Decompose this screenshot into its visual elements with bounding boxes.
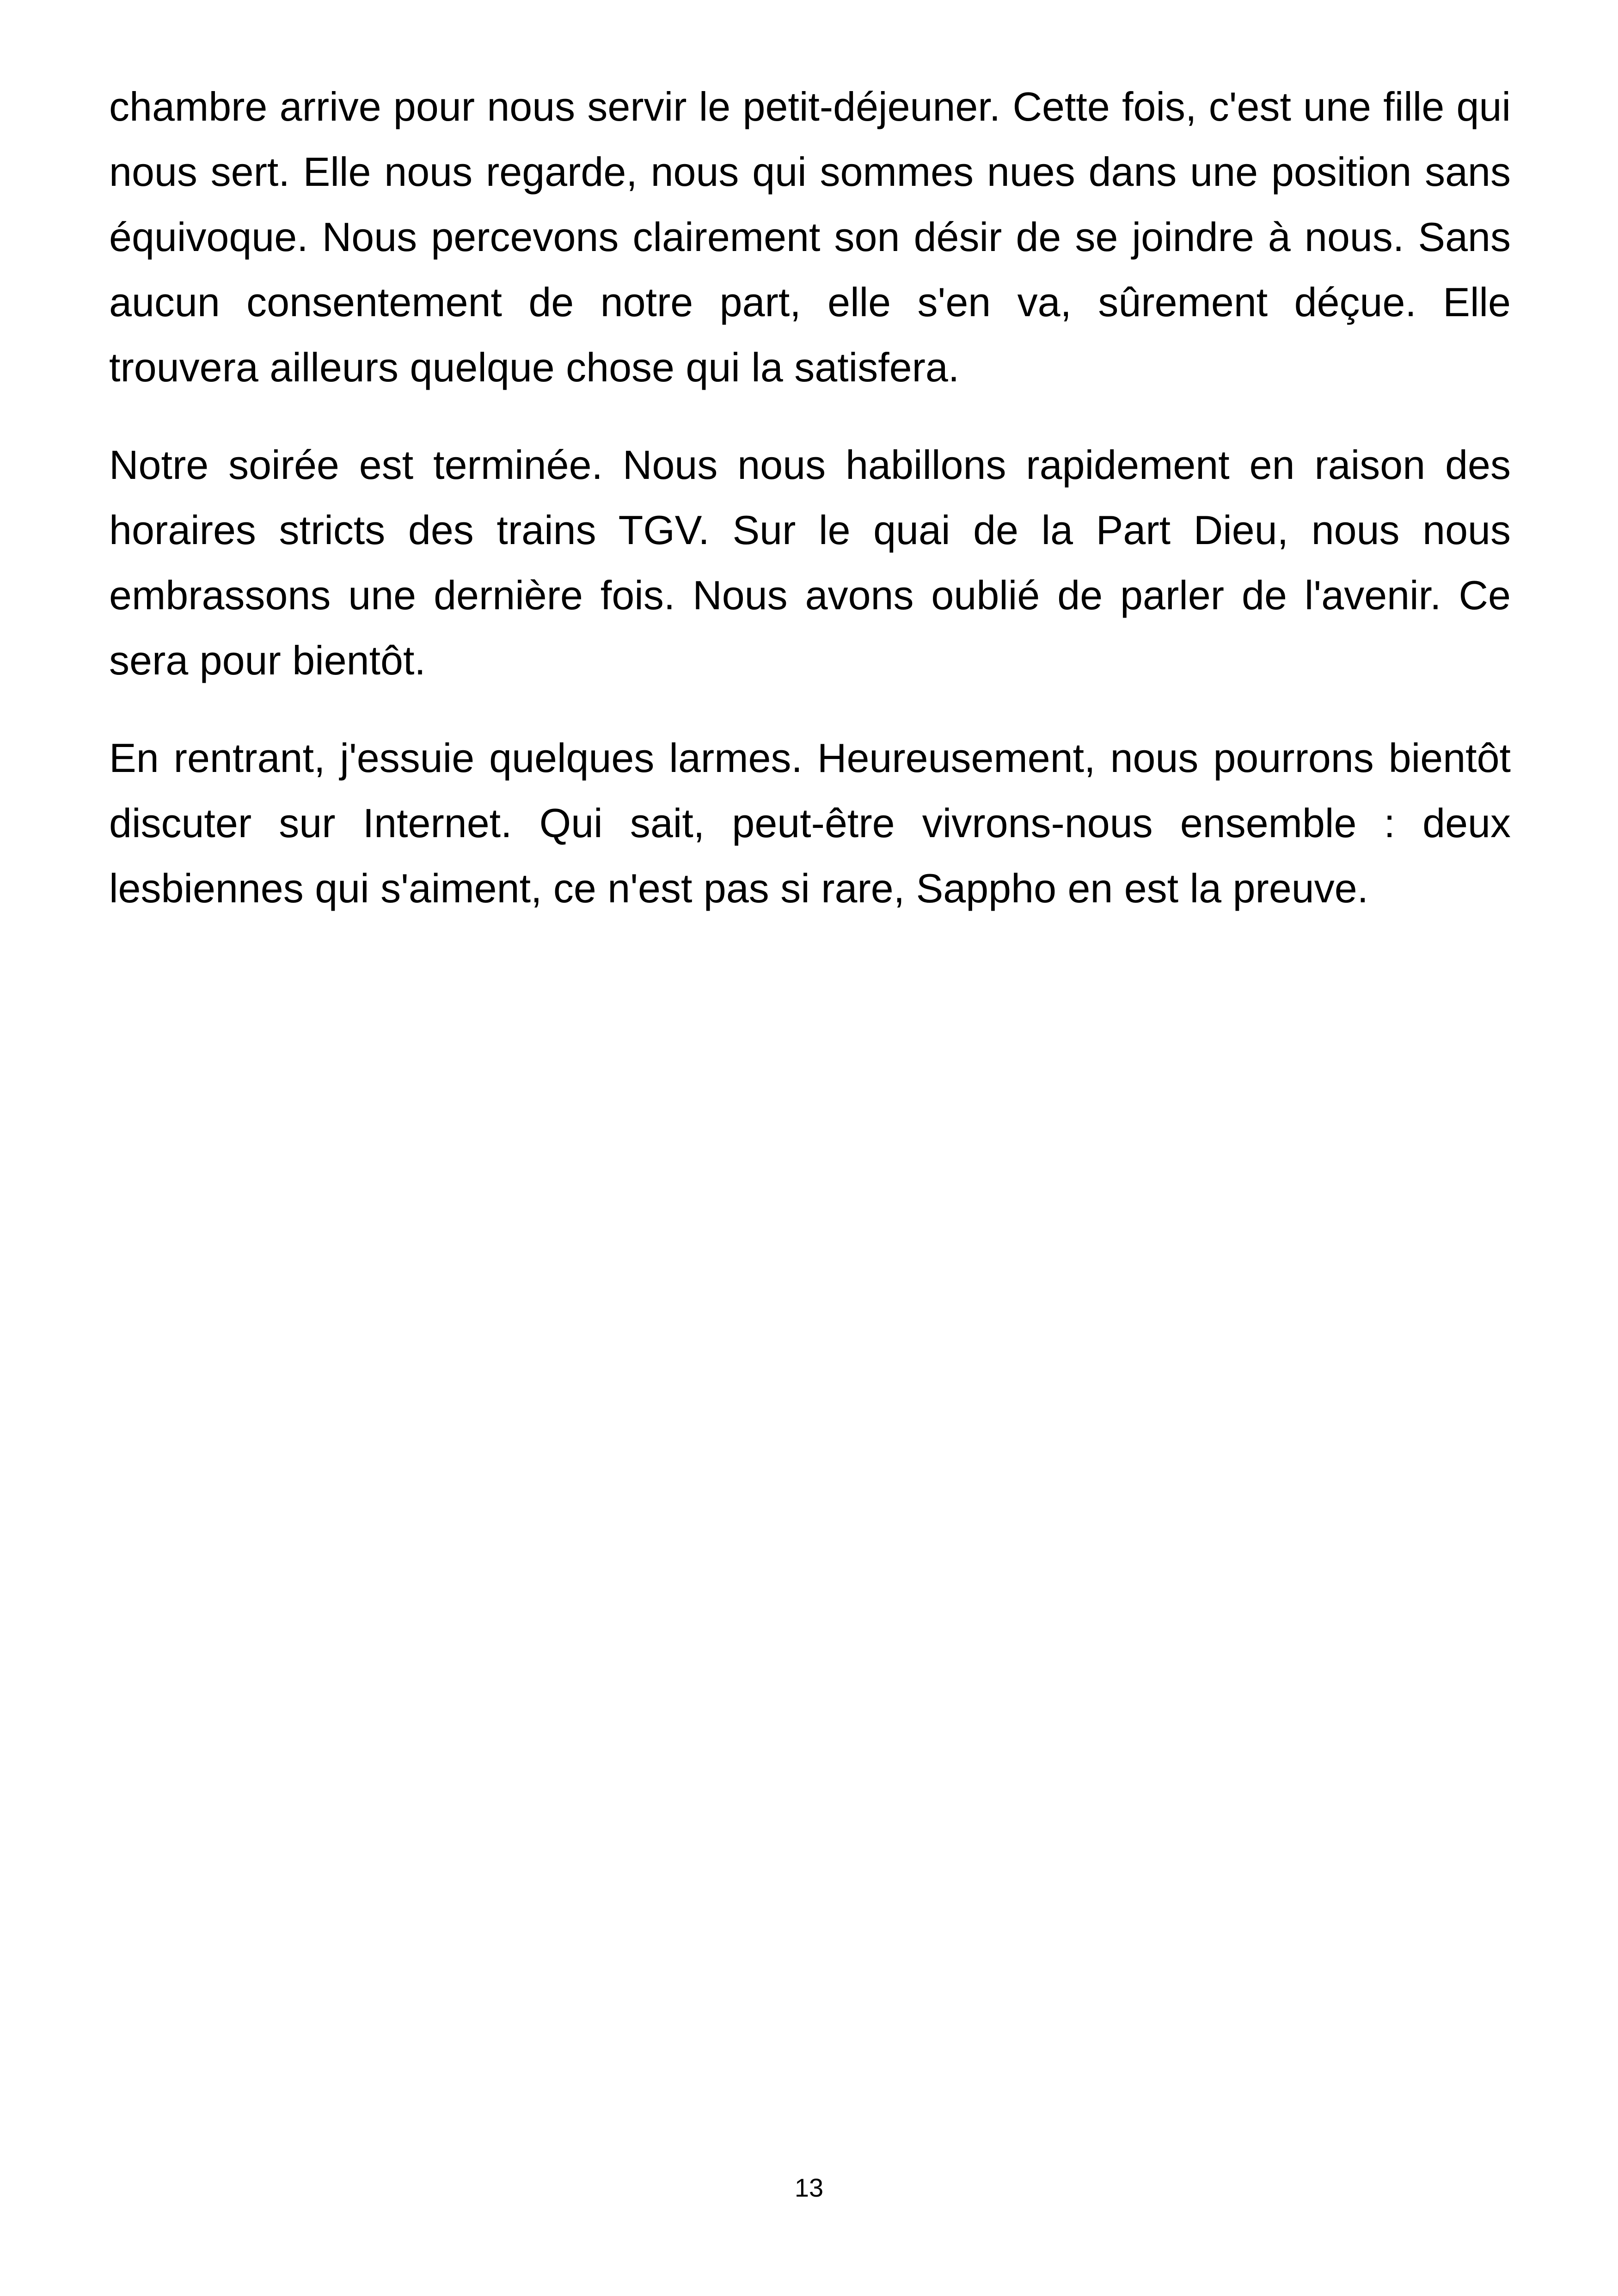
paragraph-3: En rentrant, j'essuie quelques larmes. Heureusement, nous pourrons bientôt discuter sur Internet. Qui sait, peut-être vivrons-nous ensemble : deux lesbiennes qui s'aiment, ce n'est pas si rare, Sappho en est la preuve.	[109, 735, 1511, 911]
paragraph-1: chambre arrive pour nous servir le petit-déjeuner. Cette fois, c'est une fille qui nous sert. Elle nous regarde, nous qui sommes nues dans une position sans équivoque. Nous percevons clairement son désir de se joindre à nous. Sans aucun consentement de notre part, elle s'en va, sûrement déçue. Elle trouvera ailleurs quelque chose qui la satisfera.	[109, 84, 1511, 390]
paragraph-2: Notre soirée est terminée. Nous nous habillons rapidement en raison des horaires stricts des trains TGV. Sur le quai de la Part Dieu, nous nous embrassons une dernière fois. Nous avons oublié de parler de l'avenir. Ce sera pour bientôt.	[109, 442, 1511, 683]
page-number: 13	[794, 2173, 824, 2202]
body-text	[109, 74, 1511, 953]
